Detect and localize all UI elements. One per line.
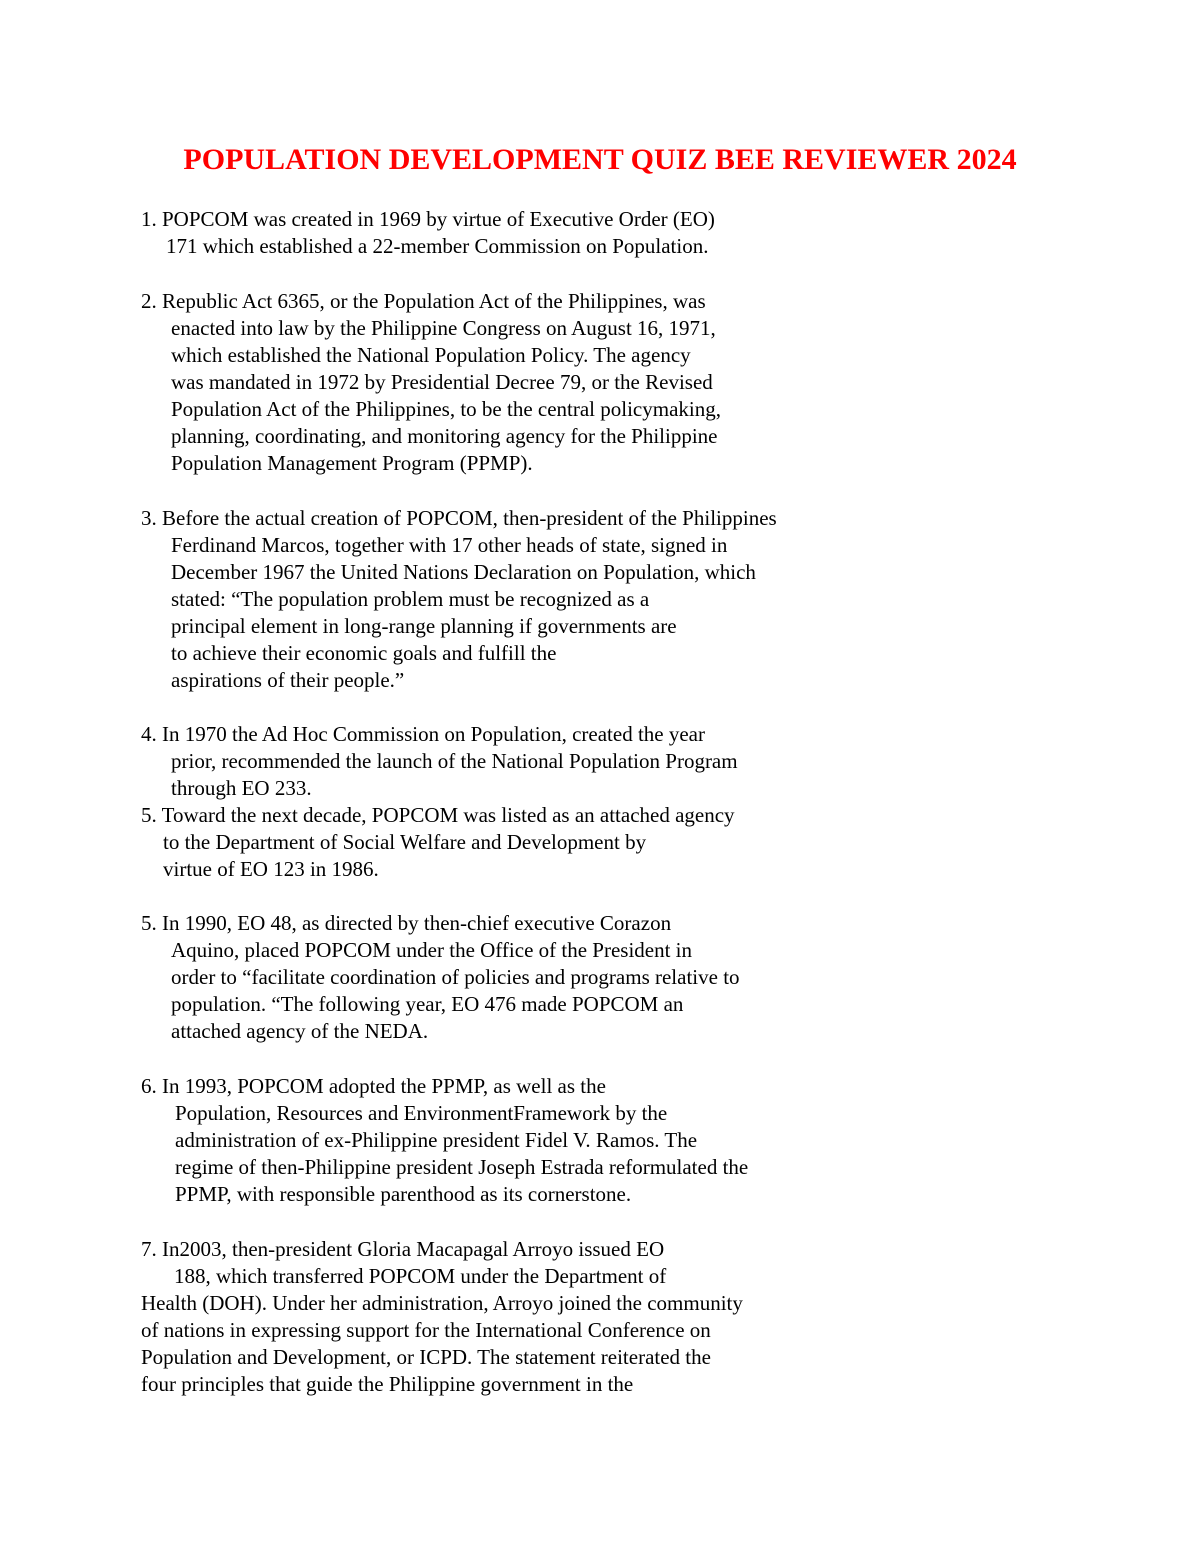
item-7-line-5: Population and Development, or ICPD. The statement reiterated the xyxy=(141,1345,711,1369)
item-2-line-5: Population Act of the Philippines, to be the central policymaking, xyxy=(171,397,721,421)
item-4-line-4: 5. Toward the next decade, POPCOM was listed as an attached agency xyxy=(141,803,735,827)
item-2-line-4: was mandated in 1972 by Presidential Decree 79, or the Revised xyxy=(171,370,713,394)
item-5b-line-1: 5. In 1990, EO 48, as directed by then-chief executive Corazon xyxy=(141,911,672,935)
item-3-line-3: December 1967 the United Nations Declaration on Population, which xyxy=(171,560,756,584)
item-7-line-1: 7. In2003, then-president Gloria Macapagal Arroyo issued EO xyxy=(141,1237,665,1261)
item-4-line-5: to the Department of Social Welfare and Development by xyxy=(163,830,647,854)
item-6-line-4: regime of then-Philippine president Joseph Estrada reformulated the xyxy=(175,1155,749,1179)
item-5b-line-3: order to “facilitate coordination of policies and programs relative to xyxy=(171,965,740,989)
item-5b-line-2: Aquino, placed POPCOM under the Office of the President in xyxy=(171,938,693,962)
item-3-line-2: Ferdinand Marcos, together with 17 other heads of state, signed in xyxy=(171,533,728,557)
item-6-line-3: administration of ex-Philippine president Fidel V. Ramos. The xyxy=(175,1128,698,1152)
item-6-line-1: 6. In 1993, POPCOM adopted the PPMP, as well as the xyxy=(141,1074,606,1098)
item-7-line-4: of nations in expressing support for the International Conference on xyxy=(141,1318,711,1342)
item-4-line-3: through EO 233. xyxy=(171,776,312,800)
item-3-line-1: 3. Before the actual creation of POPCOM, then-president of the Philippines xyxy=(141,506,777,530)
item-3-line-6: to achieve their economic goals and fulfill the xyxy=(171,641,557,665)
item-4-line-1: 4. In 1970 the Ad Hoc Commission on Population, created the year xyxy=(141,722,705,746)
document-title: POPULATION DEVELOPMENT QUIZ BEE REVIEWER 2024 xyxy=(183,143,1017,176)
item-3-line-7: aspirations of their people.” xyxy=(171,668,405,692)
item-3-line-5: principal element in long-range planning if governments are xyxy=(171,614,677,638)
item-1-line-2: 171 which established a 22-member Commission on Population. xyxy=(166,234,709,258)
item-4-line-2: prior, recommended the launch of the National Population Program xyxy=(171,749,738,773)
item-2-line-2: enacted into law by the Philippine Congress on August 16, 1971, xyxy=(171,316,716,340)
item-2-line-6: planning, coordinating, and monitoring agency for the Philippine xyxy=(171,424,718,448)
item-5b-line-4: population. “The following year, EO 476 made POPCOM an xyxy=(171,992,684,1016)
item-7-line-2: 188, which transferred POPCOM under the Department of xyxy=(174,1264,667,1288)
item-3-line-4: stated: “The population problem must be recognized as a xyxy=(171,587,650,611)
item-7-line-3: Health (DOH). Under her administration, Arroyo joined the community xyxy=(141,1291,743,1315)
item-4-line-6: virtue of EO 123 in 1986. xyxy=(163,857,379,881)
item-2-line-1: 2. Republic Act 6365, or the Population Act of the Philippines, was xyxy=(141,289,706,313)
item-5b-line-5: attached agency of the NEDA. xyxy=(171,1019,429,1043)
item-7-line-6: four principles that guide the Philippine government in the xyxy=(141,1372,634,1396)
item-6-line-5: PPMP, with responsible parenthood as its cornerstone. xyxy=(175,1182,632,1206)
item-6-line-2: Population, Resources and EnvironmentFramework by the xyxy=(175,1101,668,1125)
item-2-line-3: which established the National Population Policy. The agency xyxy=(171,343,691,367)
item-2-line-7: Population Management Program (PPMP). xyxy=(171,451,533,475)
item-1-line-1: 1. POPCOM was created in 1969 by virtue of Executive Order (EO) xyxy=(141,207,715,231)
